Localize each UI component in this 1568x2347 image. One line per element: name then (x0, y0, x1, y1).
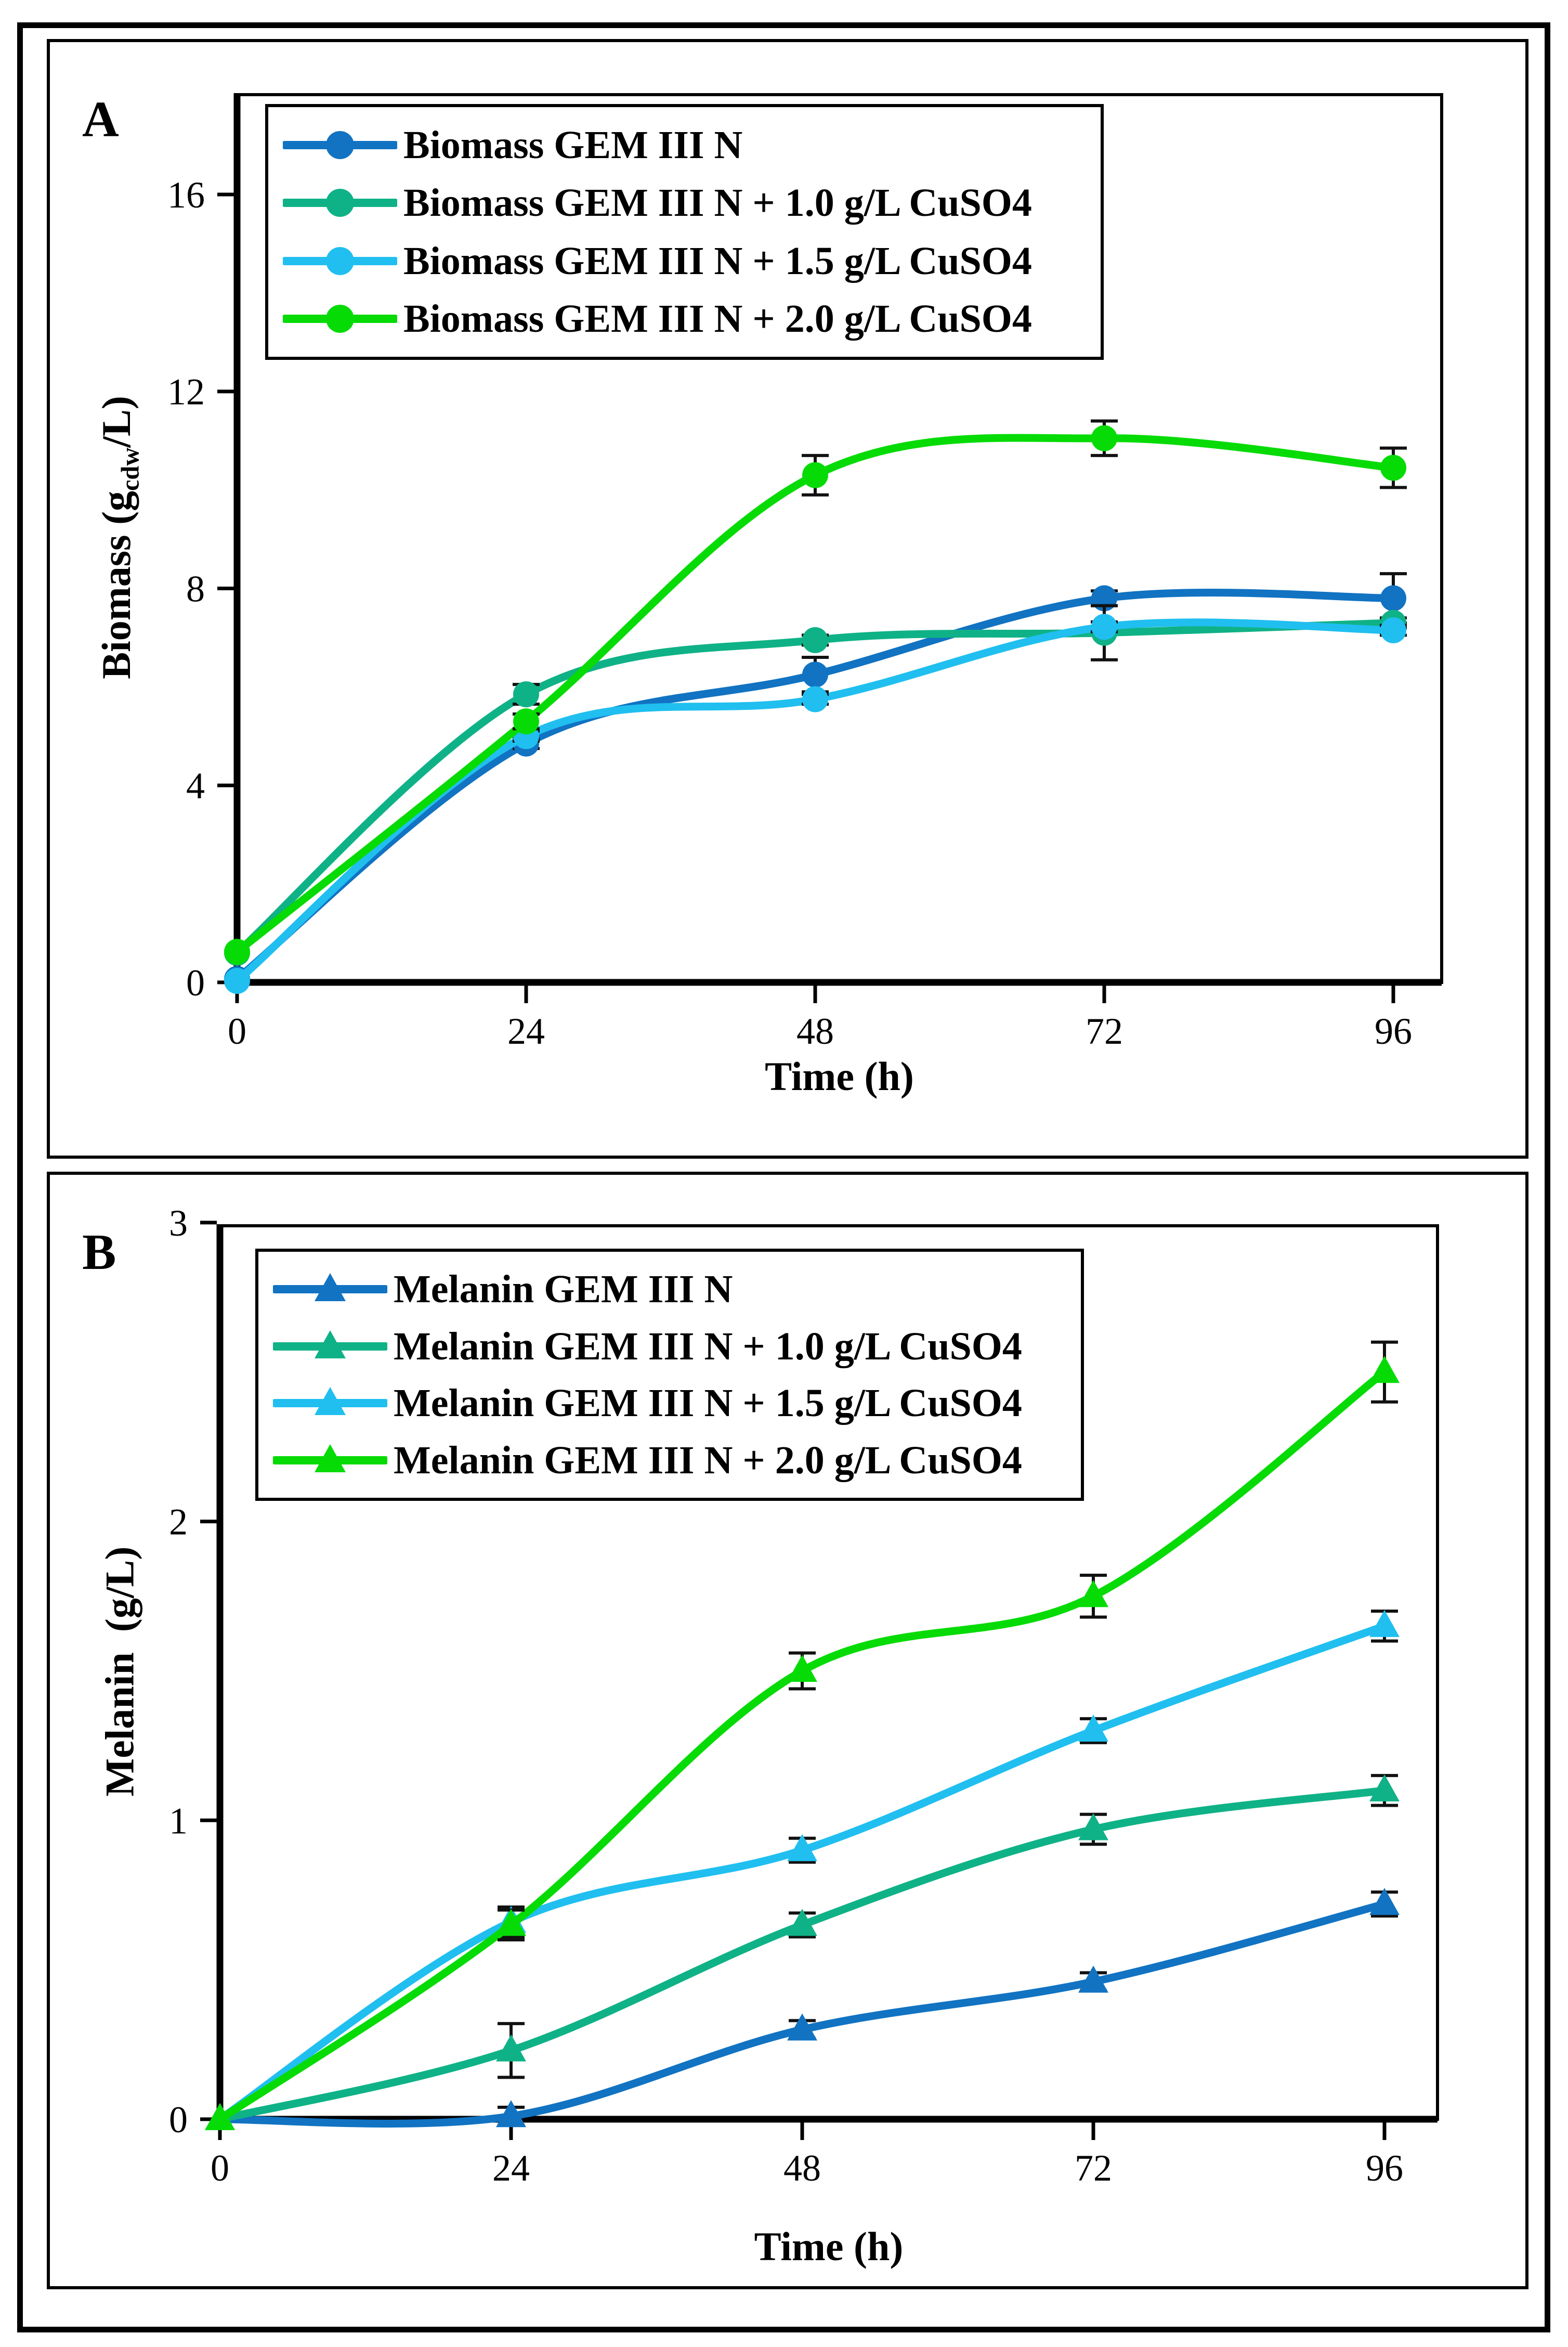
melanin-y-axis-title: Melanin (g/L) (97, 1546, 142, 1797)
triangle-marker-icon (273, 1385, 387, 1421)
y-tick-label: 2 (169, 1501, 188, 1543)
y-axis-title-subscript: cdw (116, 447, 145, 491)
panel-a-label: A (82, 92, 119, 148)
legend-label: Biomass GEM III N (403, 123, 743, 167)
legend-label: Melanin GEM III N + 1.0 g/L CuSO4 (394, 1324, 1022, 1368)
y-tick-label: 0 (186, 962, 205, 1004)
data-point (802, 462, 828, 488)
x-tick-label: 48 (783, 2147, 821, 2189)
x-tick-label: 24 (492, 2147, 530, 2189)
x-tick-label: 96 (1366, 2147, 1403, 2189)
panel-b-label: B (82, 1224, 116, 1280)
triangle-marker-icon (273, 1328, 387, 1365)
triangle-marker-icon (273, 1442, 387, 1479)
data-point (802, 627, 828, 653)
circle-marker-icon (283, 127, 397, 163)
legend-label: Biomass GEM III N + 1.0 g/L CuSO4 (403, 181, 1032, 225)
legend-item (273, 1269, 1081, 1309)
data-point (1380, 455, 1406, 481)
legend-label: Melanin GEM III N (394, 1267, 733, 1311)
legend-label: Melanin GEM III N + 2.0 g/L CuSO4 (394, 1438, 1022, 1483)
legend-item (273, 1324, 1081, 1368)
y-tick-label: 0 (169, 2099, 188, 2141)
legend-item (273, 1383, 1081, 1423)
data-point (1091, 614, 1117, 640)
x-tick-label: 72 (1075, 2147, 1112, 2189)
legend-label: Biomass GEM III N + 1.5 g/L CuSO4 (403, 239, 1032, 283)
y-tick-label: 8 (186, 568, 205, 610)
melanin-legend (255, 1249, 1084, 1501)
legend-item (283, 125, 1101, 165)
legend-item (283, 241, 1101, 281)
data-point (1091, 425, 1117, 451)
legend-marker-symbol (326, 189, 354, 217)
y-tick-label: 3 (169, 1202, 188, 1244)
data-point (1380, 585, 1406, 611)
legend-label: Biomass GEM III N + 2.0 g/L CuSO4 (403, 296, 1032, 341)
triangle-marker-icon (273, 1271, 387, 1307)
x-tick-label: 0 (211, 2147, 229, 2189)
y-tick-label: 12 (167, 371, 205, 413)
y-axis-title-text: Biomass (g (93, 491, 139, 679)
melanin-x-axis-title: Time (h) (754, 2224, 904, 2269)
data-point (802, 662, 828, 688)
legend-item (283, 183, 1101, 223)
data-point (1369, 1356, 1400, 1383)
data-point (1369, 1610, 1400, 1637)
data-point (1380, 617, 1406, 643)
legend-item (273, 1438, 1081, 1483)
legend-item (283, 296, 1101, 341)
legend-marker-symbol (326, 305, 354, 333)
data-point (513, 681, 539, 707)
circle-marker-icon (283, 185, 397, 221)
circle-marker-icon (283, 243, 397, 279)
x-tick-label: 96 (1375, 1010, 1412, 1052)
y-tick-label: 4 (186, 765, 205, 807)
series-line (220, 1626, 1384, 2119)
x-tick-label: 72 (1086, 1010, 1123, 1052)
y-tick-label: 1 (169, 1800, 188, 1842)
panel-b-melanin-chart (47, 1172, 1528, 2289)
x-tick-label: 24 (507, 1010, 545, 1052)
data-point (513, 708, 539, 734)
x-tick-label: 48 (796, 1010, 834, 1052)
y-tick-label: 16 (167, 174, 205, 216)
biomass-legend (265, 104, 1104, 360)
data-point (802, 686, 828, 712)
biomass-x-axis-title: Time (h) (765, 1054, 914, 1099)
y-axis-title-text: /L) (93, 396, 139, 448)
legend-marker-symbol (326, 131, 354, 159)
circle-marker-icon (283, 301, 397, 337)
legend-label: Melanin GEM III N + 1.5 g/L CuSO4 (394, 1381, 1022, 1425)
x-tick-label: 0 (228, 1010, 246, 1052)
data-point (224, 939, 250, 965)
data-point (224, 968, 250, 994)
panel-a-biomass-chart (47, 39, 1528, 1159)
legend-marker-symbol (326, 247, 354, 275)
